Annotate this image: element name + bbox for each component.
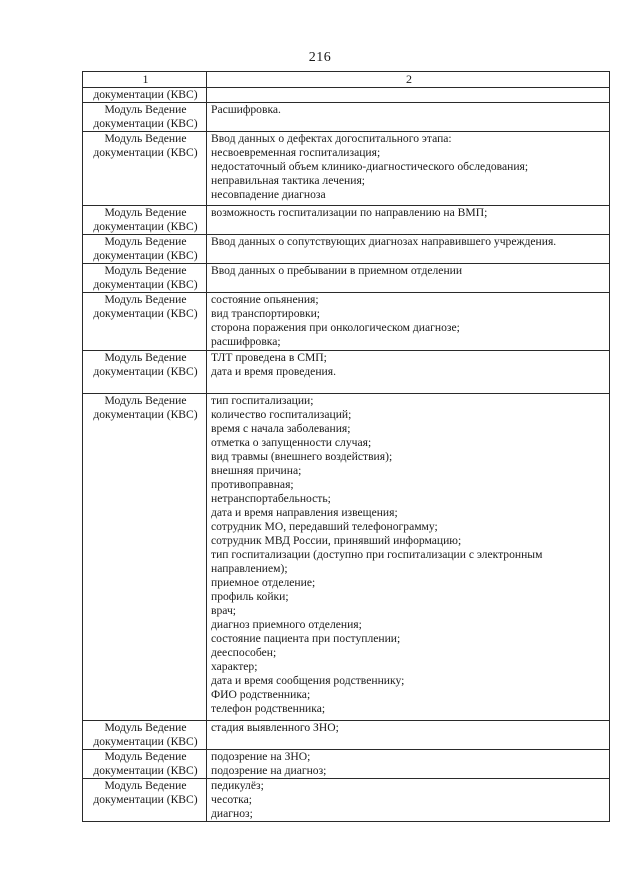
content-line: профиль койки; — [211, 590, 289, 603]
module-cell: Модуль Ведение документации (КВС) — [83, 750, 207, 779]
content-line: отметка о запущенности случая; — [211, 436, 372, 449]
content-cell — [207, 721, 610, 750]
content-line: нетранспортабельность; — [211, 492, 331, 505]
column-header-2: 2 — [207, 72, 610, 88]
content-line: телефон родственника; — [211, 702, 326, 715]
content-line: врач; — [211, 604, 237, 617]
content-cell — [207, 103, 610, 132]
column-header-1: 1 — [83, 72, 207, 88]
page-number: 216 — [308, 50, 332, 65]
content-line: недостаточный объем клинико-диагностического обследования; — [211, 160, 529, 173]
module-cell: Модуль Ведение документации (КВС) — [83, 721, 207, 750]
content-line: несовпадение диагноза — [211, 188, 326, 201]
content-line: Ввод данных о пребывании в приемном отделении — [211, 264, 463, 277]
table-row — [83, 88, 610, 103]
content-line: приемное отделение; — [211, 576, 316, 589]
content-cell — [207, 293, 610, 351]
content-line: дата и время направления извещения; — [211, 506, 398, 519]
content-line: чесотка; — [211, 793, 252, 806]
document-table — [82, 71, 610, 822]
content-line: Расшифровка. — [211, 103, 281, 116]
content-line: педикулёз; — [211, 779, 264, 792]
table-row — [83, 779, 610, 822]
content-line: дееспособен; — [211, 646, 277, 659]
content-line: ТЛТ проведена в СМП; — [211, 351, 327, 364]
content-line: вид транспортировки; — [211, 307, 321, 320]
module-cell: Модуль Ведение документации (КВС) — [83, 103, 207, 132]
table-row — [83, 394, 610, 721]
content-line: тип госпитализации; — [211, 394, 314, 407]
content-line: сотрудник МВД России, принявший информацию; — [211, 534, 462, 547]
module-cell: документации (КВС) — [83, 88, 207, 103]
table-row — [83, 264, 610, 293]
content-line: состояние опьянения; — [211, 293, 319, 306]
module-cell: Модуль Ведение документации (КВС) — [83, 206, 207, 235]
content-line: неправильная тактика лечения; — [211, 174, 366, 187]
table-row — [83, 103, 610, 132]
table-row — [83, 721, 610, 750]
content-cell — [207, 394, 610, 721]
module-cell: Модуль Ведение документации (КВС) — [83, 351, 207, 394]
module-cell: Модуль Ведение документации (КВС) — [83, 132, 207, 206]
content-line: Ввод данных о дефектах догоспитального этапа: — [211, 132, 452, 145]
content-cell — [207, 351, 610, 394]
table-row — [83, 293, 610, 351]
content-line: сторона поражения при онкологическом диагнозе; — [211, 321, 460, 334]
content-line: состояние пациента при поступлении; — [211, 632, 401, 645]
content-line: сотрудник МО, передавший телефонограмму; — [211, 520, 438, 533]
content-cell — [207, 88, 610, 103]
content-line: дата и время сообщения родственнику; — [211, 674, 405, 687]
table-row — [83, 351, 610, 394]
content-line: тип госпитализации (доступно при госпитализации с электронным направлением); — [211, 548, 543, 575]
content-line: внешняя причина; — [211, 464, 302, 477]
module-cell: Модуль Ведение документации (КВС) — [83, 235, 207, 264]
table-row — [83, 235, 610, 264]
module-cell: Модуль Ведение документации (КВС) — [83, 394, 207, 721]
content-cell — [207, 750, 610, 779]
content-cell — [207, 264, 610, 293]
content-line: ФИО родственника; — [211, 688, 311, 701]
content-line: возможность госпитализации по направлению на ВМП; — [211, 206, 488, 219]
content-cell — [207, 206, 610, 235]
content-cell — [207, 235, 610, 264]
content-line: расшифровка; — [211, 335, 281, 348]
content-line: подозрение на ЗНО; — [211, 750, 311, 763]
table-row — [83, 750, 610, 779]
content-line: противоправная; — [211, 478, 294, 491]
content-line: подозрение на диагноз; — [211, 764, 327, 777]
content-line: время с начала заболевания; — [211, 422, 351, 435]
content-line: Ввод данных о сопутствующих диагнозах направившего учреждения. — [211, 235, 557, 248]
table-header-row — [83, 72, 610, 88]
table-body — [83, 88, 610, 822]
module-cell: Модуль Ведение документации (КВС) — [83, 264, 207, 293]
content-line: несвоевременная госпитализация; — [211, 146, 381, 159]
table-row — [83, 132, 610, 206]
content-line: количество госпитализаций; — [211, 408, 352, 421]
content-line: дата и время проведения. — [211, 365, 336, 378]
content-line: диагноз; — [211, 807, 253, 820]
content-line: характер; — [211, 660, 258, 673]
content-cell — [207, 132, 610, 206]
table-row — [83, 206, 610, 235]
content-cell — [207, 779, 610, 822]
content-line: вид травмы (внешнего воздействия); — [211, 450, 393, 463]
content-line: стадия выявленного ЗНО; — [211, 721, 339, 734]
module-cell: Модуль Ведение документации (КВС) — [83, 293, 207, 351]
content-line: диагноз приемного отделения; — [211, 618, 362, 631]
module-cell: Модуль Ведение документации (КВС) — [83, 779, 207, 822]
